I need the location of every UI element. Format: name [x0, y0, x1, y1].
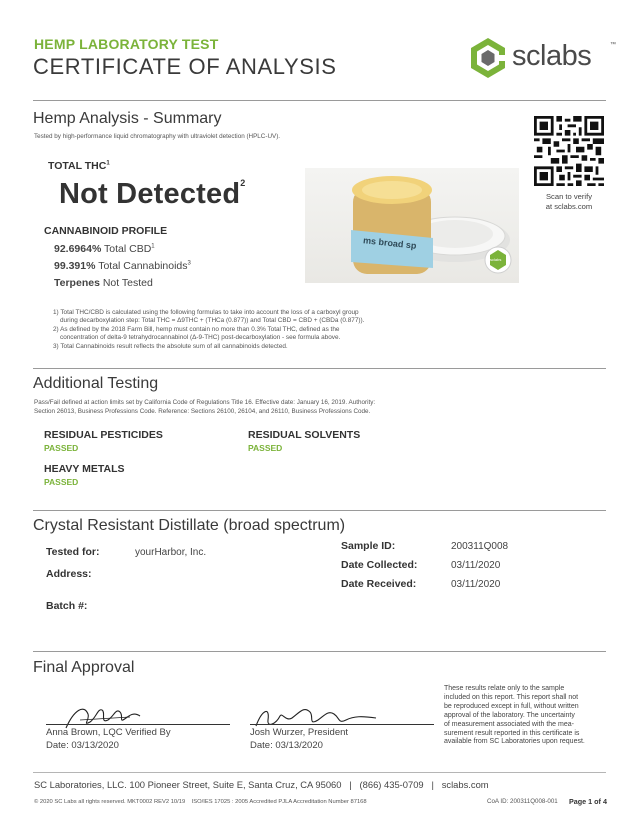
qr-caption	[534, 192, 604, 212]
sample-id-value: 200311Q008	[451, 541, 509, 552]
disclaimer-line: of measurement associated with the mea-	[444, 720, 574, 728]
date-received-label: Date Received:	[341, 578, 417, 590]
summary-divider	[33, 368, 606, 369]
total-thc-result-text: Not Detected	[59, 178, 241, 210]
total-cannabinoids-row	[54, 260, 191, 272]
total-thc-label	[48, 160, 110, 172]
footnote-line: 1) Total THC/CBD is calculated using the following formulas to take into account the loss of a carboxyl group	[53, 309, 359, 316]
signer-1-date: Date: 03/13/2020	[46, 740, 119, 751]
badge-text: sclabs	[490, 257, 502, 262]
total-thc-result	[59, 178, 245, 211]
date-collected-value: 03/11/2020	[451, 560, 501, 571]
disclaimer-line: be reproduced except in full, without written	[444, 702, 579, 710]
product-jar-image	[305, 168, 519, 283]
result-footnote-ref: 2	[240, 178, 246, 189]
footnote-line: 2) As defined by the 2018 Farm Bill, hemp must contain no more than 0.3% Total THC, defined as the	[53, 325, 340, 333]
additional-divider	[33, 510, 606, 511]
disclaimer-line: available from SC Laboratories upon request.	[444, 738, 585, 746]
total-cbd-label: Total CBD	[104, 243, 152, 255]
sample-divider	[33, 651, 606, 652]
test-residual-pesticides-result: PASSED	[44, 443, 79, 453]
disclaimer-line: approval of the laboratory. The uncertainty	[444, 711, 575, 719]
cannabinoid-profile-title: CANNABINOID PROFILE	[44, 225, 168, 237]
date-collected-label: Date Collected:	[341, 559, 418, 571]
test-residual-solvents-result: PASSED	[248, 443, 283, 453]
address-label: Address:	[46, 568, 92, 580]
summary-title: Hemp Analysis - Summary	[33, 110, 222, 127]
terpenes-label: Terpenes	[54, 277, 100, 289]
cbd-footnote-ref: 1	[151, 243, 155, 250]
footer-address: SC Laboratories, LLC. 100 Pioneer Street, Suite E, Santa Cruz, CA 95060 | (866) 435-0709 | sclabs.com	[34, 779, 489, 790]
disclaimer-line: included on this report. This report shall not	[444, 693, 579, 701]
total-cbd-row	[54, 243, 155, 255]
signer-2-name: Josh Wurzer, President	[250, 727, 349, 738]
disclaimer-line: These results relate only to the sample	[444, 685, 565, 692]
date-received-value: 03/11/2020	[451, 579, 501, 590]
sample-id-label: Sample ID:	[341, 540, 396, 552]
sample-title: Crystal Resistant Distillate (broad spectrum)	[33, 517, 346, 534]
method-description: Tested by high-performance liquid chromatography with ultraviolet detection (HPLC-UV).	[34, 133, 281, 140]
footnote-line: concentration of delta-9 tetrahydrocannabinol (Δ-9-THC) post-decarboxylation - see formula above.	[60, 334, 341, 342]
terpenes-value: Not Tested	[102, 277, 153, 289]
total-cannabinoids-value: 99.391%	[54, 260, 96, 272]
test-heavy-metals-name: HEAVY METALS	[44, 463, 125, 475]
signer-1-name: Anna Brown, LQC Verified By	[46, 727, 171, 738]
batch-label: Batch #:	[46, 600, 88, 612]
tested-for-label: Tested for:	[46, 546, 100, 558]
signer-2-date: Date: 03/13/2020	[250, 740, 323, 751]
summary-footnotes	[53, 309, 364, 351]
total-thc-footnote-ref: 1	[106, 160, 110, 167]
qr-code-icon[interactable]	[534, 116, 604, 186]
footnote-line: 3) Total Cannabinoids result reflects the absolute sum of all cannabinoids detected.	[53, 342, 288, 350]
test-residual-solvents-name: RESIDUAL SOLVENTS	[248, 429, 361, 441]
trademark-symbol: ™	[610, 42, 616, 48]
test-residual-pesticides-name: RESIDUAL PESTICIDES	[44, 429, 163, 441]
description-line-1: Pass/Fail defined at action limits set by California Code of Regulations Title 16. Effective date: January 16, 2019. Authority:	[34, 399, 376, 406]
footer-divider	[33, 772, 606, 773]
footnote-line: during decarboxylation step: Total THC = Δ9THC + (THCa (0.877)) and Total CBD = CBD + (CBDa (0.877)).	[60, 317, 365, 325]
additional-testing-description	[34, 399, 375, 416]
lab-test-subtitle: HEMP LABORATORY TEST	[34, 36, 219, 52]
total-cannabinoids-label: Total Cannabinoids	[98, 260, 188, 272]
footer-coa-id: CoA ID: 200311Q008-001	[487, 798, 558, 805]
qr-caption-line-2: at sclabs.com	[545, 202, 593, 211]
cannabinoids-footnote-ref: 3	[187, 260, 191, 267]
disclaimer-text	[444, 685, 585, 747]
footer-page-number: Page 1 of 4	[569, 797, 607, 806]
disclaimer-line: surement result reported in this certificate is	[444, 729, 580, 737]
signature-line-2	[250, 724, 434, 725]
description-line-2: Section 26013, Business Professions Code. Reference: Sections 26100, 26104, and 26110, Business Professions Code.	[34, 407, 371, 415]
final-approval-title: Final Approval	[33, 659, 135, 676]
hexagon-logo-icon	[468, 36, 508, 80]
sclabs-logo	[468, 36, 618, 80]
qr-caption-line-1: Scan to verify	[545, 192, 592, 201]
tested-for-value: yourHarbor, Inc.	[135, 547, 207, 558]
terpenes-row	[54, 277, 153, 289]
signature-line-1	[46, 724, 230, 725]
total-thc-label-text: TOTAL THC	[48, 160, 107, 172]
page-title: CERTIFICATE OF ANALYSIS	[33, 54, 337, 79]
product-photo	[305, 168, 519, 283]
jar-label-text: ms broad sp	[362, 235, 417, 251]
additional-testing-title: Additional Testing	[33, 375, 159, 392]
logo-wordmark: sclabs	[512, 40, 592, 72]
test-heavy-metals-result: PASSED	[44, 477, 79, 487]
total-cbd-value: 92.6964%	[54, 243, 102, 255]
header-divider	[33, 100, 606, 101]
footer-copyright: © 2020 SC Labs all rights reserved. MKT0002 REV2 10/19 ISO/IES 17025 : 2005 Accredited PJLA Accreditation Number 87168	[34, 799, 367, 805]
